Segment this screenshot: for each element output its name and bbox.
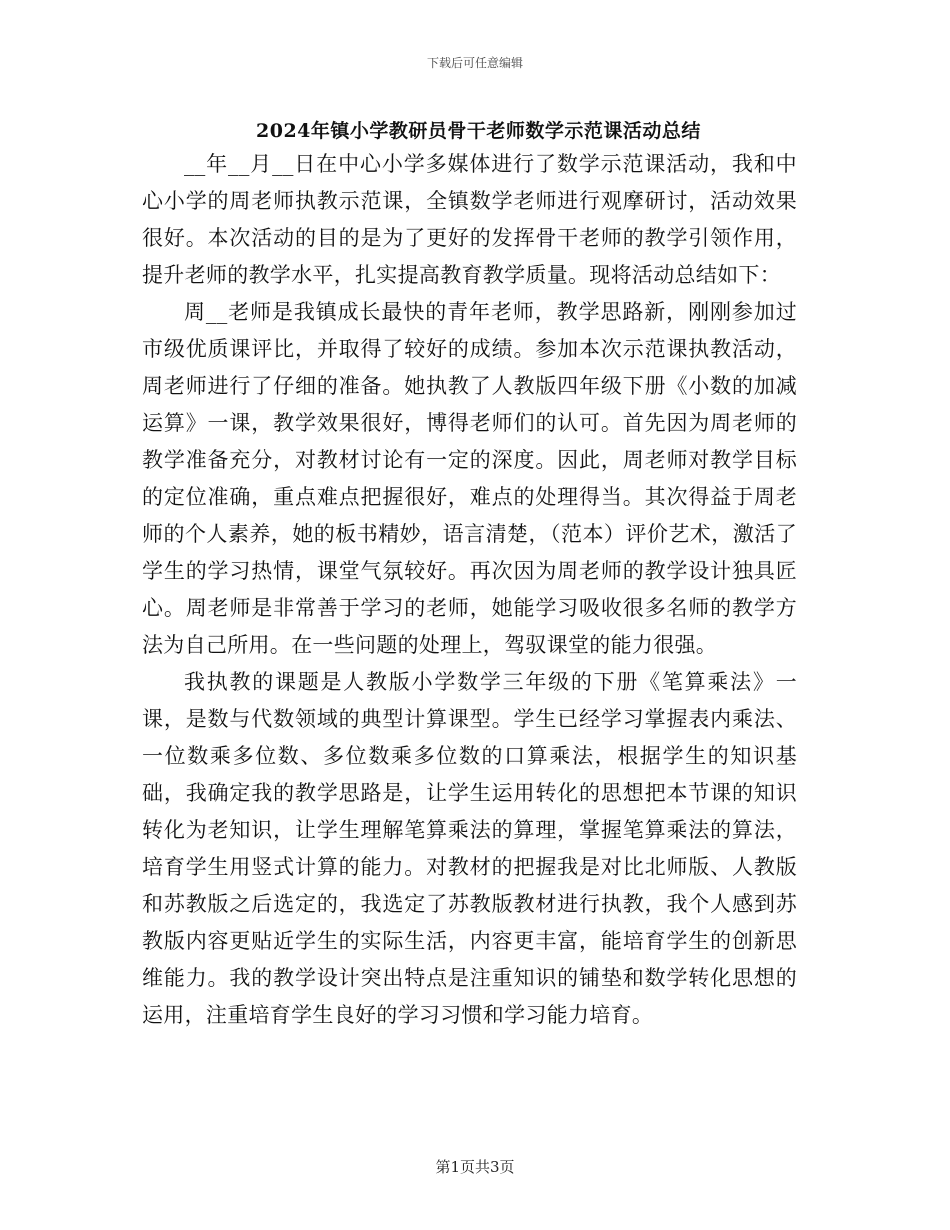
document-body xyxy=(142,146,797,1034)
header-note: 下载后可任意编辑 xyxy=(426,56,523,70)
paragraph-teacher-zhou: 周__老师是我镇成长最快的青年老师，教学思路新，刚刚参加过市级优质课评比，并取得了较好的成绩。参加本次示范课执教活动，周老师进行了仔细的准备。她执教了人教版四年级下册《小数的加减运算》一课，教学效果很好，博得老师们的认可。首先因为周老师的教学准备充分，对教材讨论有一定的深度。因此，周老师对教学目标的定位准确，重点难点把握很好，难点的处理得当。其次得益于周老师的个人素养，她的板书精妙，语言清楚，（范本）评价艺术，激活了学生的学习热情，课堂气氛较好。再次因为周老师的教学设计独具匠心。周老师是非常善于学习的老师，她能学习吸收很多名师的教学方法为自己所用。在一些问题的处理上，驾驭课堂的能力很强。 xyxy=(142,300,797,657)
page-footer: 第1页共3页 xyxy=(435,1158,515,1176)
document-title: 2024年镇小学教研员骨干老师数学示范课活动总结 xyxy=(256,120,701,142)
paragraph-intro: __年__月__日在中心小学多媒体进行了数学示范课活动，我和中心小学的周老师执教示范课，全镇数学老师进行观摩研讨，活动效果很好。本次活动的目的是为了更好的发挥骨干老师的教学引领作用，提升老师的教学水平，扎实提高教育教学质量。现将活动总结如下： xyxy=(142,152,797,287)
paragraph-my-lesson: 我执教的课题是人教版小学数学三年级的下册《笔算乘法》一课，是数与代数领域的典型计算课型。学生已经学习掌握表内乘法、一位数乘多位数、多位数乘多位数的口算乘法，根据学生的知识基础，我确定我的教学思路是，让学生运用转化的思想把本节课的知识转化为老知识，让学生理解笔算乘法的算理，掌握笔算乘法的算法，培育学生用竖式计算的能力。对教材的把握我是对比北师版、人教版和苏教版之后选定的，我选定了苏教版教材进行执教，我个人感到苏教版内容更贴近学生的实际生活，内容更丰富，能培育学生的创新思维能力。我的教学设计突出特点是注重知识的铺垫和数学转化思想的运用，注重培育学生良好的学习习惯和学习能力培育。 xyxy=(142,670,797,1027)
